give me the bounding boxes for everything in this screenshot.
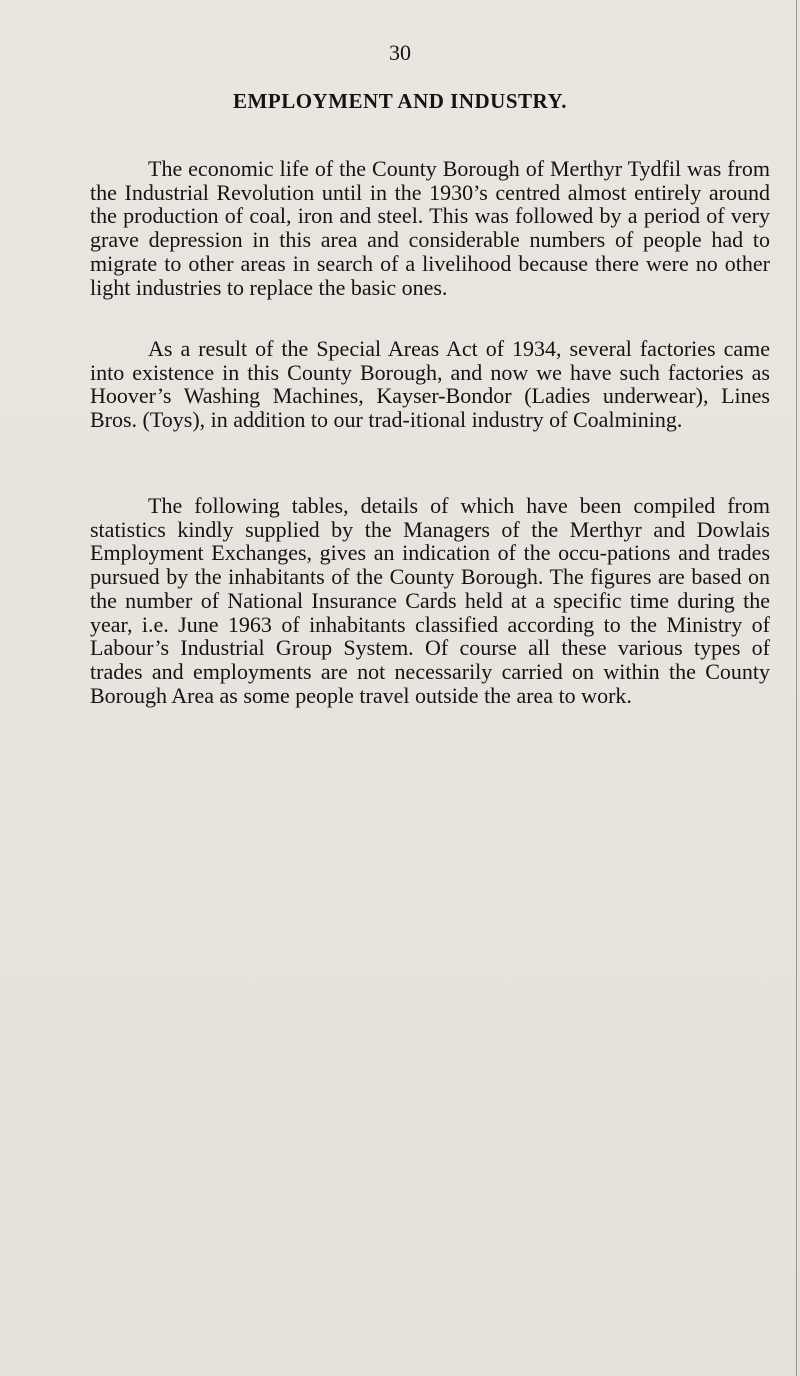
body-paragraph-2: As a result of the Special Areas Act of 1934, several factories came into existence in this County Borough, and now we have such factories as Hoover’s Washing Machines, Kayser-Bondor (Ladies underwear), Lines Bros. (Toys), in addition to our trad-itional industry of Coalmining.: [90, 336, 770, 433]
body-paragraph-1: The economic life of the County Borough of Merthyr Tydfil was from the Industrial Revolution until in the 1930’s centred almost entirely around the production of coal, iron and steel. This was followed by a period of very grave depression in this area and considerable numbers of people had to migrate to other areas in search of a livelihood because there were no other light industries to replace the basic ones.: [90, 156, 770, 300]
body-paragraph-3: The following tables, details of which have been compiled from statistics kindly supplied by the Managers of the Merthyr and Dowlais Employment Exchanges, gives an indication of the occu-pations and trades pursued by the inhabitants of the County Borough. The figures are based on the number of National Insurance Cards held at a specific time during the year, i.e. June 1963 of inhabitants classified according to the Ministry of Labour’s Industrial Group System. Of course all these various types of trades and employments are not necessarily carried on within the County Borough Area as some people travel outside the area to work.: [90, 493, 770, 708]
section-heading: EMPLOYMENT AND INDUSTRY.: [233, 89, 567, 113]
page-edge-line: [796, 0, 797, 1376]
page-number: 30: [389, 40, 411, 65]
